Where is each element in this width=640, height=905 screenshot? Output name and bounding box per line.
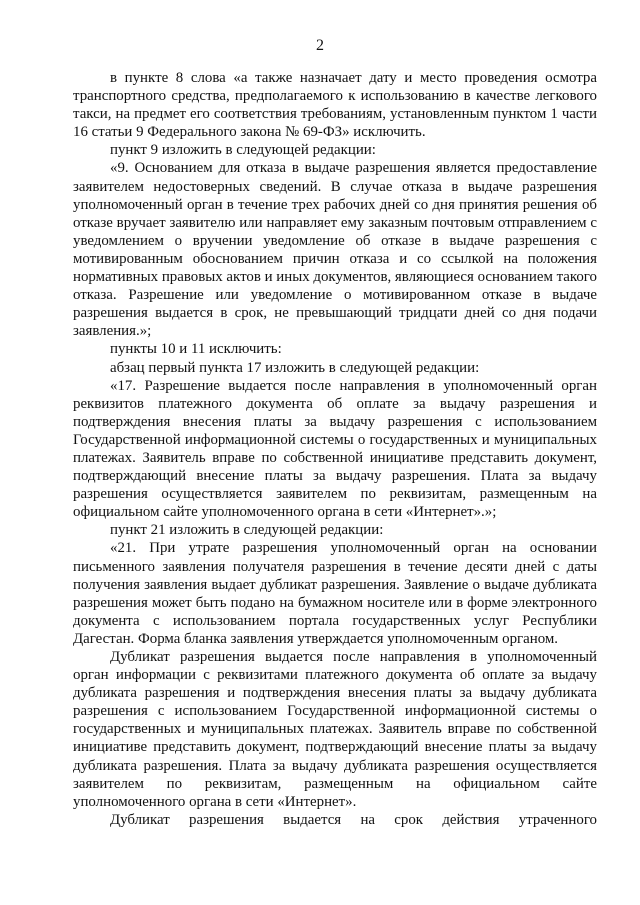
paragraph-item-21-text: «21. При утрате разрешения уполномоченный орган на основании письменного заявления получателя разрешения в течение десяти дней с даты получения заявления выдает дубликат разрешения. Заявление о выдаче дубликата разрешения может быть подано на бумажном носителе или в форме электронного документа с использованием портала государственных услуг Республики Дагестан. Форма бланка заявления утверждается уполномоченным органом. [73, 540, 597, 647]
paragraph-item-17-intro: абзац первый пункта 17 изложить в следующей редакции: [110, 359, 480, 376]
page-number: 2 [316, 37, 324, 54]
paragraph-item-8-amendment: в пункте 8 слова «а также назначает дату и место проведения осмотра транспортного средства, предполагаемого к использованию в качестве легкового такси, на предмет его соответствия требованиям, установленным пунктом 1 части 16 статьи 9 Федерального закона № 69-ФЗ» исключить. [73, 70, 597, 141]
paragraph-item-21-intro: пункт 21 изложить в следующей редакции: [110, 522, 384, 539]
document-body [73, 69, 597, 829]
paragraph-item-9-text: «9. Основанием для отказа в выдаче разрешения является предоставление заявителем недостоверных сведений. В случае отказа в выдаче разрешения уполномоченный орган в течение трех рабочих дней со дня принятия решения об отказе вручает заявителю или направляет ему заказным почтовым отправлением с уведомлением о вручении уведомление об отказе в выдаче разрешения с мотивированным обоснованием причин отказа и со ссылкой на положения нормативных правовых актов и иных документов, являющиеся основанием такого отказа. Разрешение или уведомление о мотивированном отказе в выдаче разрешения выдается в срок, не превышающий тридцати дней со дня подачи заявления.»; [73, 160, 597, 340]
paragraph-item-17-text: «17. Разрешение выдается после направления в уполномоченный орган реквизитов платежного документа об оплате за выдачу разрешения и подтверждения внесения платы за выдачу разрешения с использованием Государственной информационной системы о государственных и муниципальных платежах. Заявитель вправе по собственной инициативе представить документ, подтверждающий внесение платы за выдачу разрешения. Плата за выдачу разрешения осуществляется заявителем по реквизитам, размещенным на официальном сайте уполномоченного органа в сети «Интернет».»; [73, 377, 597, 521]
paragraph-duplicate-payment: Дубликат разрешения выдается после направления в уполномоченный орган информации с реквизитами платежного документа об оплате за выдачу дубликата разрешения и подтверждения внесения платы за выдачу дубликата разрешения с использованием Государственной информационной системы о государственных и муниципальных платежах. Заявитель вправе по собственной инициативе представить документ, подтверждающий внесение платы за выдачу дубликата разрешения. Плата за выдачу дубликата разрешения осуществляется заявителем по реквизитам, размещенным на официальном сайте уполномоченного органа в сети «Интернет». [73, 649, 597, 810]
paragraph-item-9-intro: пункт 9 изложить в следующей редакции: [110, 142, 376, 159]
paragraph-items-10-11-delete: пункты 10 и 11 исключить: [110, 341, 282, 358]
paragraph-duplicate-term: Дубликат разрешения выдается на срок действия утраченного [110, 811, 597, 828]
